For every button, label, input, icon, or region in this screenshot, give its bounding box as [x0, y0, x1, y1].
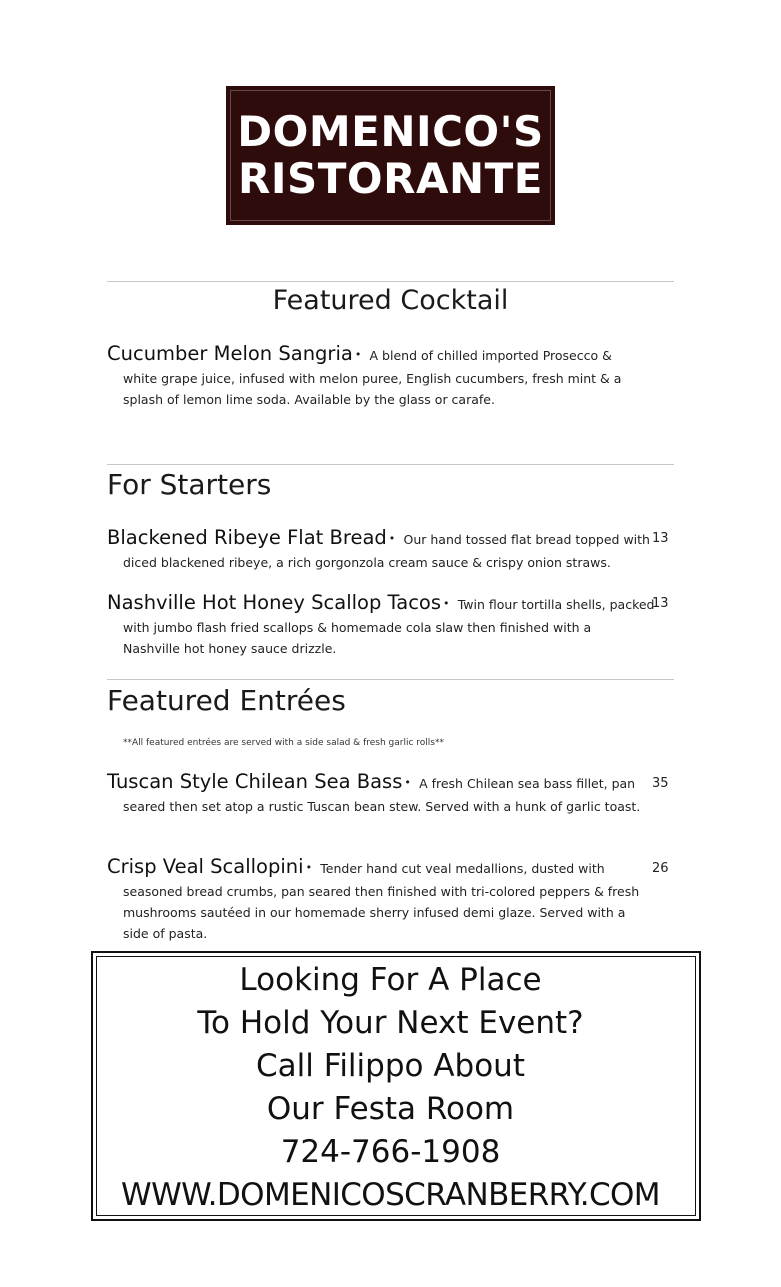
item-description-start: Twin flour tortilla shells, packed: [457, 597, 655, 612]
menu-item: [107, 855, 640, 944]
item-price: 35: [652, 776, 669, 791]
logo-line-2: RISTORANTE: [238, 153, 543, 203]
item-description-start: A blend of chilled imported Prosecco &: [369, 348, 612, 363]
item-name: Blackened Ribeye Flat Bread: [107, 526, 387, 549]
menu-item: [107, 526, 650, 573]
bullet-separator: •: [305, 860, 313, 874]
item-description: seared then set atop a rustic Tuscan bean stew. Served with a hunk of garlic toast.: [123, 799, 641, 814]
section-divider: [107, 281, 674, 282]
starters-title: For Starters: [107, 468, 272, 501]
event-phone[interactable]: 724-766-1908: [280, 1134, 501, 1170]
logo-line-1: DOMENICO'S: [237, 107, 544, 157]
menu-item: [107, 342, 637, 410]
bullet-separator: •: [354, 347, 362, 361]
item-name: Cucumber Melon Sangria: [107, 342, 353, 365]
event-line-4: Our Festa Room: [266, 1091, 515, 1127]
item-price: 13: [652, 531, 669, 546]
bullet-separator: •: [443, 596, 450, 610]
bullet-separator: •: [404, 775, 411, 789]
item-name: Tuscan Style Chilean Sea Bass: [107, 770, 403, 793]
event-website-link[interactable]: WWW.DOMENICOSCRANBERRY.COM: [121, 1177, 660, 1213]
item-description-start: Our hand tossed flat bread topped with: [403, 532, 650, 547]
item-description-start: A fresh Chilean sea bass fillet, pan: [419, 776, 636, 791]
event-line-1: Looking For A Place: [239, 962, 542, 998]
bullet-separator: •: [388, 531, 396, 545]
item-description: seasoned bread crumbs, pan seared then finished with tri-colored peppers & fresh mushrooms sautéed in our homemade sherry infused demi glaze. Served with a side of pasta.: [123, 884, 640, 941]
entrees-title: Featured Entrées: [107, 684, 346, 717]
section-divider: [107, 679, 674, 680]
item-price: 13: [652, 596, 669, 611]
event-line-3: Call Filippo About: [256, 1048, 525, 1084]
restaurant-logo: [226, 86, 555, 225]
item-price: 26: [652, 861, 669, 876]
entrees-note: **All featured entrées are served with a side salad & fresh garlic rolls**: [123, 738, 444, 748]
item-description: with jumbo flash fried scallops & homemade cola slaw then finished with a Nashville hot honey sauce drizzle.: [123, 620, 592, 656]
featured-cocktail-title: Featured Cocktail: [272, 285, 509, 316]
menu-item: [107, 770, 641, 817]
item-description: diced blackened ribeye, a rich gorgonzola cream sauce & crispy onion straws.: [123, 555, 611, 570]
item-description-start: Tender hand cut veal medallions, dusted with: [320, 861, 605, 876]
item-name: Crisp Veal Scallopini: [107, 855, 304, 878]
item-name: Nashville Hot Honey Scallop Tacos: [107, 591, 442, 614]
item-description: white grape juice, infused with melon puree, English cucumbers, fresh mint & a splash of lemon lime soda. Available by the glass or carafe.: [123, 371, 622, 407]
menu-item: [107, 591, 655, 659]
event-line-2: To Hold Your Next Event?: [197, 1005, 584, 1041]
section-divider: [107, 464, 674, 465]
